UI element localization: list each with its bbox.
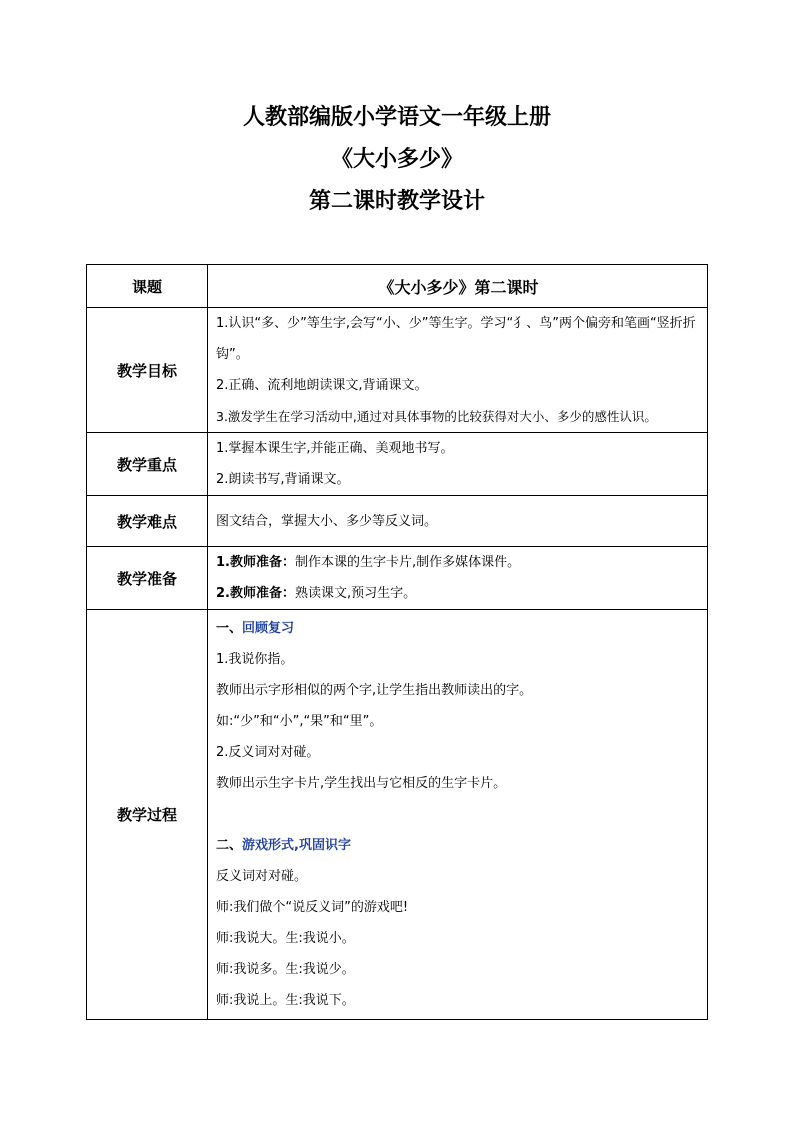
- process-line: 如:“少”和“小”,“果”和“里”。: [216, 714, 383, 729]
- goal-line-3: 3.激发学生在学习活动中,通过对具体事物的比较获得对大小、多少的感性认识。: [216, 409, 657, 424]
- spacer: [216, 799, 701, 830]
- section-2-title: 游戏形式,巩固识字: [242, 838, 351, 853]
- difficult-line-1: 图文结合，掌握大小、多少等反义词。: [216, 513, 438, 529]
- row-topic: [87, 265, 708, 308]
- cell-preparation: [208, 547, 708, 610]
- title-line-3: 第二课时教学设计: [308, 189, 485, 214]
- prep-lead-1: 1.教师准备：: [216, 555, 295, 570]
- key-line-1: 1.掌握本课生字,并能正确、美观地书写。: [216, 441, 454, 456]
- row-difficulties: [87, 496, 708, 547]
- prep-text-2: 熟读课文,预习生字。: [294, 586, 417, 601]
- process-line: 2.反义词对对碰。: [216, 745, 320, 760]
- process-line: 师:我说上。生:我说下。: [216, 993, 355, 1008]
- prep-line-1: [216, 547, 701, 578]
- label-difficulties: 教学难点: [87, 496, 208, 547]
- lesson-plan-table: [86, 264, 708, 1020]
- row-goals: [87, 308, 708, 433]
- section-2-heading: [216, 830, 701, 861]
- process-line: 反义词对对碰。: [216, 869, 308, 884]
- process-line: 教师出示生字卡片,学生找出与它相反的生字卡片。: [216, 776, 507, 791]
- cell-key-points: [208, 433, 708, 496]
- label-key-points: 教学重点: [87, 433, 208, 496]
- label-process: 教学过程: [87, 610, 208, 1020]
- process-line: 教师出示字形相似的两个字,让学生指出教师读出的字。: [216, 683, 533, 698]
- process-line: 1.我说你指。: [216, 652, 294, 667]
- row-process: [87, 610, 708, 1020]
- cell-process: [208, 610, 708, 1020]
- key-line-2: 2.朗读书写,背诵课文。: [216, 472, 350, 487]
- row-key-points: [87, 433, 708, 496]
- title-line-2: 《大小多少》: [330, 147, 463, 172]
- section-1-number: 一、: [216, 621, 243, 636]
- label-topic: 课题: [87, 265, 208, 308]
- value-topic: 《大小多少》第二课时: [208, 265, 708, 308]
- document-title: [0, 104, 794, 230]
- prep-lead-2: 2.教师准备：: [216, 586, 295, 601]
- prep-line-2: [216, 578, 701, 609]
- prep-text-1: 制作本课的生字卡片,制作多媒体课件。: [294, 555, 521, 570]
- title-line-1: 人教部编版小学语文一年级上册: [242, 105, 551, 130]
- cell-difficulties: [208, 496, 708, 547]
- label-preparation: 教学准备: [87, 547, 208, 610]
- label-goals: 教学目标: [87, 308, 208, 433]
- cell-goals: [208, 308, 708, 433]
- row-preparation: [87, 547, 708, 610]
- goal-line-1: 1.认识“多、少”等生字,会写“小、少”等生字。学习“犭、鸟”两个偏旁和笔画“竖折折钩”。: [216, 316, 696, 362]
- section-1-title: 回顾复习: [242, 621, 295, 636]
- process-line: 师:我说大。生:我说小。: [216, 931, 355, 946]
- goal-line-2: 2.正确、流利地朗读课文,背诵课文。: [216, 378, 428, 393]
- section-1-heading: [216, 613, 701, 644]
- process-line: 师:我们做个“说反义词”的游戏吧!: [216, 900, 409, 915]
- process-line: 师:我说多。生:我说少。: [216, 962, 355, 977]
- section-2-number: 二、: [216, 838, 243, 853]
